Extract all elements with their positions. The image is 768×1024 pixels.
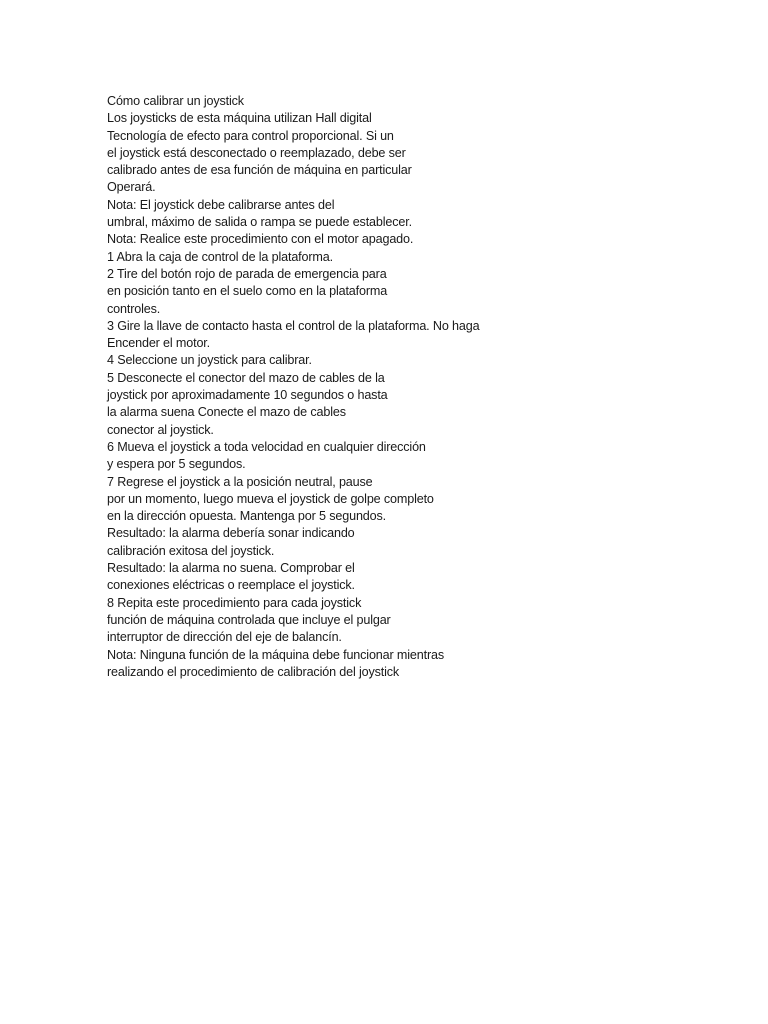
text-line: conexiones eléctricas o reemplace el joystick. xyxy=(107,578,355,593)
step-line: 1 Abra la caja de control de la plataforma. xyxy=(107,249,333,264)
text-line: controles. xyxy=(107,301,161,316)
text-line: en la dirección opuesta. Mantenga por 5 segundos. xyxy=(107,509,387,524)
step-line: 4 Seleccione un joystick para calibrar. xyxy=(107,353,312,368)
step-line: 2 Tire del botón rojo de parada de emergencia para xyxy=(107,266,387,281)
text-line: Los joysticks de esta máquina utilizan Hall digital xyxy=(107,111,372,126)
step-line: 6 Mueva el joystick a toda velocidad en cualquier dirección xyxy=(107,439,426,454)
step-line: 5 Desconecte el conector del mazo de cables de la xyxy=(107,370,385,385)
text-line: joystick por aproximadamente 10 segundos o hasta xyxy=(107,388,388,403)
text-line: Operará. xyxy=(107,180,156,195)
text-line: por un momento, luego mueva el joystick de golpe completo xyxy=(107,491,434,506)
text-line: y espera por 5 segundos. xyxy=(107,457,246,472)
text-line: función de máquina controlada que incluye el pulgar xyxy=(107,612,391,627)
note-line: Nota: El joystick debe calibrarse antes del xyxy=(107,197,335,212)
text-line: calibrado antes de esa función de máquina en particular xyxy=(107,163,412,178)
text-line: el joystick está desconectado o reemplazado, debe ser xyxy=(107,145,406,160)
document-title: Cómo calibrar un joystick xyxy=(107,94,244,108)
text-line: conector al joystick. xyxy=(107,422,214,437)
step-line: 8 Repita este procedimiento para cada joystick xyxy=(107,595,362,610)
result-line: Resultado: la alarma debería sonar indicando xyxy=(107,526,355,541)
note-line: Nota: Ninguna función de la máquina debe funcionar mientras xyxy=(107,647,444,662)
text-line: Tecnología de efecto para control proporcional. Si un xyxy=(107,128,394,143)
text-line: la alarma suena Conecte el mazo de cables xyxy=(107,405,346,420)
step-line: 7 Regrese el joystick a la posición neutral, pause xyxy=(107,474,373,489)
note-line: Nota: Realice este procedimiento con el motor apagado. xyxy=(107,232,414,247)
text-line: Encender el motor. xyxy=(107,336,211,351)
text-line: calibración exitosa del joystick. xyxy=(107,543,275,558)
result-line: Resultado: la alarma no suena. Comprobar el xyxy=(107,561,355,576)
text-line: interruptor de dirección del eje de balancín. xyxy=(107,630,342,645)
step-line: 3 Gire la llave de contacto hasta el control de la plataforma. No haga xyxy=(107,318,480,333)
text-line: en posición tanto en el suelo como en la plataforma xyxy=(107,284,388,299)
text-line: umbral, máximo de salida o rampa se puede establecer. xyxy=(107,215,412,230)
text-line: realizando el procedimiento de calibración del joystick xyxy=(107,664,400,679)
document-text-block xyxy=(107,93,667,681)
